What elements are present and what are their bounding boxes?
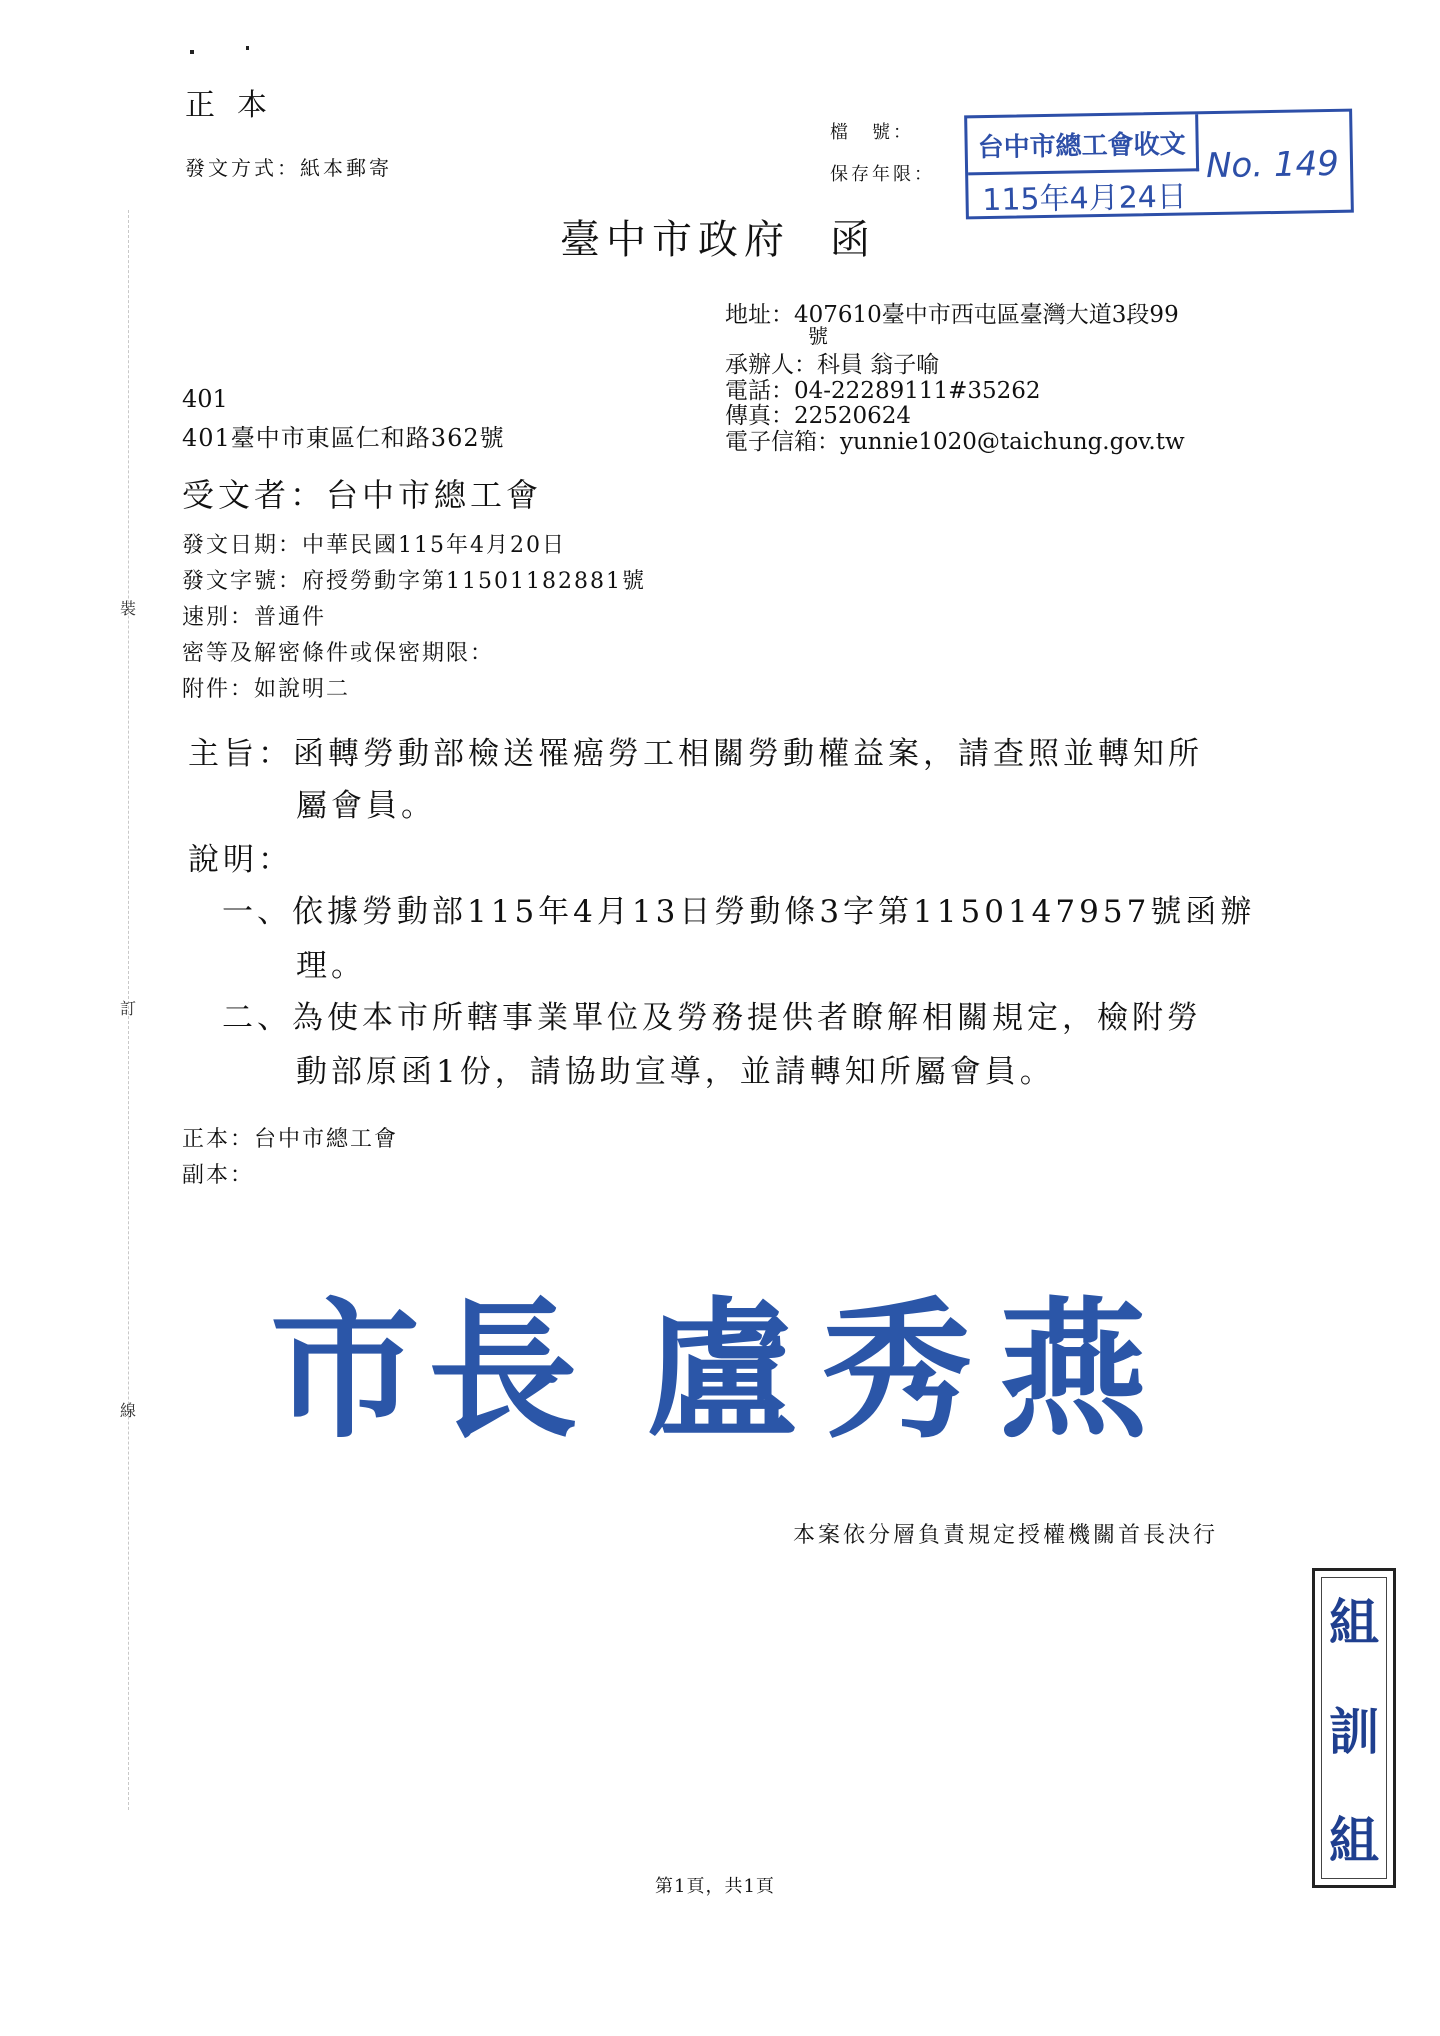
delegation-note: 本案依分層負責規定授權機關首長決行	[793, 1523, 1219, 1548]
scan-speck	[190, 50, 194, 54]
recipient-address: 401臺中市東區仁和路362號	[182, 424, 505, 452]
contact-fax: 傳真：22520624	[725, 403, 912, 429]
copy-type: 正本	[185, 88, 289, 123]
issue-date: 發文日期：中華民國115年4月20日	[182, 533, 566, 558]
signature-title: 市長	[270, 1283, 587, 1459]
page-number: 第1頁，共1頁	[655, 1876, 775, 1897]
contact-handler: 承辦人：科員 翁子喻	[725, 352, 940, 378]
contact-email: 電子信箱：yunnie1020@taichung.gov.tw	[725, 429, 1185, 455]
receipt-stamp	[964, 109, 1354, 220]
copy-recipient: 副本：	[182, 1163, 255, 1188]
department-stamp-char-3: 組	[1329, 1811, 1379, 1870]
receipt-stamp-no-value: 149	[1273, 143, 1340, 185]
department-stamp-char-1: 組	[1329, 1593, 1379, 1652]
priority: 速別：普通件	[182, 605, 327, 630]
binding-mark-zhuang: 裝	[120, 599, 137, 618]
scan-speck	[246, 46, 249, 50]
file-number-label: 檔 號：	[830, 122, 914, 143]
department-stamp-inner-border	[1321, 1577, 1387, 1879]
confidentiality: 密等及解密條件或保密期限：	[182, 641, 495, 666]
receipt-stamp-no-label: No.	[1205, 145, 1264, 187]
receipt-stamp-org: 台中市總工會收文	[967, 114, 1199, 175]
contact-phone: 電話：04-22289111#35262	[725, 378, 1041, 404]
department-stamp-char-2: 訓	[1329, 1702, 1379, 1761]
attachment: 附件：如說明二	[182, 677, 351, 702]
retention-period-label: 保存年限：	[830, 164, 935, 185]
department-stamp	[1312, 1568, 1396, 1888]
contact-address-cont: 號	[808, 324, 828, 348]
point-2-line-2: 動部原函1份，請協助宣導，並請轉知所屬會員。	[296, 1054, 1055, 1090]
subject-line-2: 屬會員。	[296, 788, 436, 824]
binding-mark-ding: 訂	[120, 999, 137, 1018]
binding-mark-xian: 線	[120, 1401, 137, 1420]
mayor-signature-stamp	[270, 1250, 1174, 1466]
send-method: 發文方式：紙本郵寄	[185, 156, 392, 180]
point-2-line-1: 二、為使本市所轄事業單位及勞務提供者瞭解相關規定，檢附勞	[222, 1000, 1202, 1036]
explanation-label: 說明：	[188, 842, 293, 878]
recipient-zip: 401	[182, 385, 228, 413]
recipient-name: 受文者：台中市總工會	[182, 476, 543, 514]
reference-number: 發文字號：府授勞動字第11501182881號	[182, 569, 646, 594]
signature-name: 盧秀燕	[646, 1283, 1175, 1459]
point-1-line-1: 一、依據勞動部115年4月13日勞動條3字第1150147957號函辦	[222, 894, 1256, 930]
subject-line-1: 主旨：函轉勞動部檢送罹癌勞工相關勞動權益案，請查照並轉知所	[188, 736, 1203, 772]
point-1-line-2: 理。	[296, 948, 366, 984]
document-title	[560, 208, 876, 265]
receipt-stamp-date: 115年4月24日	[982, 179, 1188, 219]
contact-address: 地址：407610臺中市西屯區臺灣大道3段99	[725, 302, 1179, 328]
document-type: 函	[830, 217, 876, 263]
issuing-org: 臺中市政府	[560, 217, 790, 263]
original-recipient: 正本：台中市總工會	[182, 1127, 399, 1152]
receipt-stamp-number	[1206, 144, 1339, 186]
